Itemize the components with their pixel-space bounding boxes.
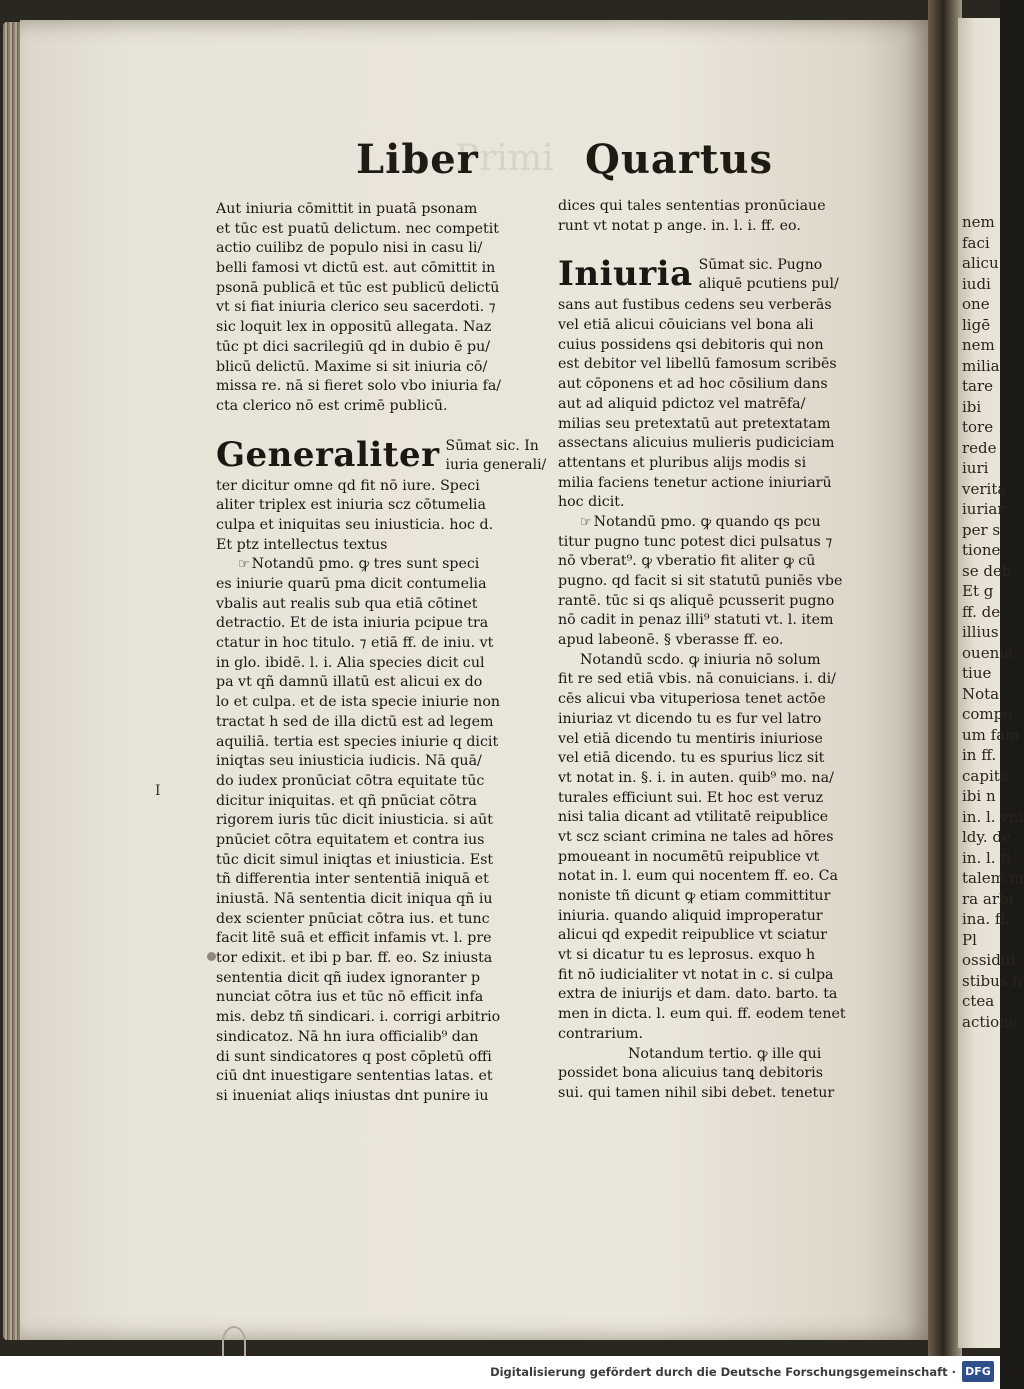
right-page-line: verita — [962, 479, 1007, 498]
right-page-line: ff. de — [962, 602, 1001, 621]
right-page-line: in ff. — [962, 746, 997, 764]
text-line: sindicatoz. Nā hn iura officialib⁹ dan — [216, 1028, 479, 1045]
text-line: in glo. ibidē. l. i. Alia species dicit cul — [216, 654, 485, 671]
text-line: nunciat cōtra ius et tūc nō efficit infa — [216, 989, 484, 1006]
text-line: turales efficiunt sui. Et hoc est veruz — [558, 789, 824, 806]
right-page-line: iuri — [962, 459, 989, 477]
text-line: fit re sed etiā vbis. nā conuicians. i. di/ — [558, 671, 836, 688]
right-page-line: ibi — [962, 397, 982, 416]
text-line: fit nō iudicialiter vt notat in c. si culpa — [558, 966, 834, 983]
text-line: rigorem iuris tūc dicit iniusticia. si aūt — [216, 812, 493, 829]
pointing-hand-icon: ☞ — [580, 514, 592, 530]
text-line: ciū dnt inuestigare sententias latas. et — [216, 1068, 493, 1085]
text-column-right — [558, 197, 878, 1104]
text-line: notat in. l. eum qui nocentem ff. eo. Ca — [558, 868, 838, 885]
right-page-line: stibus h — [962, 971, 1022, 990]
right-page-line: ouenia — [962, 643, 1013, 662]
rubric-tail-line: Sūmat sic. Pugno — [698, 257, 823, 274]
right-page-fragment — [958, 18, 1024, 1348]
text-line: es iniurie quarū pma dicit contumelia — [216, 576, 487, 592]
text-line: runt vt notat p ange. in. l. i. ff. eo. — [558, 217, 801, 234]
paper-spot — [207, 952, 216, 961]
text-line: facit litē suā et efficit infamis vt. l. pre — [216, 930, 492, 947]
text-line: dices qui tales sententias pronūciaue — [558, 198, 826, 214]
nota-paragraph-start: Notandum tertio. ꝙ ille qui — [628, 1045, 822, 1062]
text-line: titur pugno tunc potest dici pulsatus ⁊ — [558, 533, 833, 550]
text-line: tractat h sed de illa dictū est ad legem — [216, 713, 494, 730]
right-page-line: ctea — [962, 992, 995, 1010]
rubric-iniuria — [558, 254, 878, 296]
text-line: aut ad aliquid pdictoz vel matrēfa/ — [558, 395, 806, 412]
running-head-right: Quartus — [585, 136, 773, 183]
text-line: assectans alicuius mulieris pudiciciam — [558, 435, 835, 452]
text-line: men in dicta. l. eum qui. ff. eodem tenet — [558, 1006, 846, 1023]
text-line: blicū delictū. Maxime si sit iniuria cō/ — [216, 358, 488, 375]
text-line: si inueniat aliqs iniustas dnt punire iu — [216, 1087, 489, 1104]
text-line: mis. debz tñ sindicari. i. corrigi arbitrio — [216, 1009, 501, 1026]
text-line: alicui qd expedit reipublice vt sciatur — [558, 927, 828, 944]
right-page-line: ligē — [962, 315, 991, 334]
text-line: aliter triplex est iniuria scz cōtumelia — [216, 497, 486, 514]
text-line: Et ptz intellectus textus — [216, 536, 388, 553]
paper-stain — [222, 1326, 246, 1358]
text-line: tor edixit. et ibi p bar. ff. eo. Sz iniusta — [216, 950, 493, 967]
right-page-line: tiue — [962, 664, 992, 682]
text-line: est debitor vel libellū famosum scribēs — [558, 356, 837, 373]
footer-bar — [0, 1356, 1000, 1389]
text-line: attentans et pluribus alijs modis si — [558, 454, 807, 471]
text-line: do iudex pronūciat cōtra equitate tūc — [216, 772, 485, 789]
text-line: tūc pt dici sacrilegiū qd in dubio ē pu/ — [216, 338, 491, 355]
right-page-line: faci — [962, 233, 990, 252]
right-page-line: Et g — [962, 582, 994, 600]
text-line: nisi talia dicant ad vtilitatē reipublice — [558, 809, 829, 826]
nota-paragraph-start: ☞ Notandū pmo. ꝙ quando qs pcu — [580, 513, 821, 530]
marginal-mark: I — [155, 783, 161, 799]
pointing-hand-icon: ☞ — [238, 557, 250, 573]
text-line: sans aut fustibus cedens seu verberās — [558, 297, 832, 314]
show-through-text: Primi — [455, 138, 554, 179]
text-line: sententia dicit qñ iudex ignoranter p — [216, 969, 481, 986]
rubric-tail-line: iuria generali/ — [445, 456, 547, 473]
text-line: culpa et iniquitas seu iniusticia. hoc d. — [216, 516, 494, 533]
text-line: sui. qui tamen nihil sibi debet. tenetur — [558, 1084, 835, 1101]
right-page-line: ibi n — [962, 787, 996, 805]
initial-word: Generaliter — [216, 434, 440, 475]
text-line: pmoueant in nocumētū reipublice vt — [558, 848, 820, 865]
rubric-generaliter — [216, 434, 547, 477]
right-page-line: iudi — [962, 274, 991, 293]
text-line: vel etiā alicui cōuicians vel bona ali — [558, 317, 814, 334]
text-line: possidet bona alicuius tanꝗ debitoris — [558, 1065, 823, 1082]
text-line: vt si fiat iniuria clerico seu sacerdoti. ⁊ — [216, 299, 496, 316]
text-line: psonā publicā et tūc est publicū delictū — [216, 279, 500, 296]
text-line: tūc dicit simul iniqtas et iniusticia. Est — [216, 851, 494, 868]
text-line: dex scienter pnūciat cōtra ius. et tunc — [216, 910, 490, 927]
right-page-line: illius — [962, 623, 999, 641]
text-line: nō vberat⁹. ꝙ vberatio fit aliter ꝙ cū — [558, 553, 816, 570]
right-page-line: tione — [962, 541, 1001, 559]
right-page-line: tore — [962, 418, 994, 436]
text-line: contrarium. — [558, 1025, 643, 1042]
right-page-line: one — [962, 295, 990, 313]
right-page-line: nem — [962, 336, 995, 354]
right-page-line: ldy. de — [962, 828, 1011, 846]
text-line: vt scz sciant crimina ne tales ad hōres — [558, 828, 834, 845]
right-page-line: ossidui — [962, 951, 1016, 969]
text-line: belli famosi vt dictū est. aut cōmittit in — [216, 260, 496, 277]
text-line: vbalis aut realis sub qua etiā cōtinet — [216, 595, 478, 612]
right-page-line: capita — [962, 766, 1009, 785]
text-line: extra de iniurijs et dam. dato. barto. ta — [558, 986, 838, 1003]
dfg-logo: DFG — [962, 1361, 994, 1382]
right-page-line: talem m — [962, 869, 1024, 887]
text-line: ter dicitur omne qd fit nō iure. Speci — [216, 477, 480, 494]
text-line: iniqtas seu iniusticia iudicis. Nā quā/ — [216, 753, 482, 770]
text-line: hoc dicit. — [558, 494, 625, 511]
text-line: rantē. tūc si qs aliquē pcusserit pugno — [558, 592, 835, 609]
right-page-line: um fam — [962, 725, 1020, 744]
text-line: missa re. nā si fieret solo vbo iniuria fa/ — [216, 378, 502, 395]
text-line: iniuriaz vt dicendo tu es fur vel latro — [558, 710, 822, 727]
right-page-line: nem — [962, 213, 995, 231]
text-line: cēs alicui vba vituperiosa tenet actōe — [558, 691, 826, 708]
right-page-line: rede — [962, 438, 997, 457]
text-line: pa vt qñ damnū illatū est alicui ex do — [216, 674, 483, 691]
right-page-line: compo — [962, 705, 1013, 723]
right-page-line: tare — [962, 377, 994, 395]
text-line: vel etiā dicendo. tu es spurius licz sit — [558, 750, 825, 767]
text-line: vt notat in. §. i. in auten. quib⁹ mo. na/ — [558, 769, 834, 786]
right-page-line: in. l. ti — [962, 848, 1012, 867]
funding-notice: Digitalisierung gefördert durch die Deutsche Forschungsgemeinschaft · — [490, 1365, 956, 1379]
right-page-line: per s — [962, 520, 1001, 539]
initial-word: Iniuria — [558, 254, 693, 295]
text-line: iniustā. Nā sententia dicit iniqua qñ iu — [216, 891, 493, 907]
text-line: aquiliā. tertia est species iniurie q dicit — [216, 733, 499, 750]
text-line: iniuria. quando aliquid improperatur — [558, 907, 823, 924]
text-line: Aut iniuria cōmittit in puatā psonam — [216, 201, 478, 217]
right-page-line: Pl — [962, 930, 977, 949]
text-line: apud labeonē. § vberasse ff. eo. — [558, 632, 784, 649]
nota-paragraph-start: ☞ Notandū pmo. ꝙ tres sunt speci — [238, 556, 480, 573]
text-line: pnūciet cōtra equitatem et contra ius — [216, 831, 485, 848]
text-line: vt si dicatur tu es leprosus. exquo h — [558, 947, 816, 964]
text-line: detractio. Et de ista iniuria pcipue tra — [216, 615, 489, 632]
right-page-line: se deb — [962, 561, 1012, 580]
text-line: pugno. qd facit si sit statutū puniēs vbe — [558, 573, 843, 589]
text-line: cta clerico nō est crimē publicū. — [216, 397, 448, 414]
right-page-line: alicu — [962, 254, 999, 272]
running-head-left: Liber — [356, 136, 479, 183]
text-line: aut cōponens et ad hoc cōsilium dans — [558, 376, 828, 393]
text-line: actio cuilibz de populo nisi in casu li/ — [216, 240, 483, 257]
text-line: milias seu pretextatū aut pretextatam — [558, 415, 831, 432]
nota-paragraph-start: Notandū scdo. ꝙ iniuria nō solum — [580, 651, 821, 668]
text-line: di sunt sindicatores q post cōpletū offi — [216, 1048, 492, 1065]
book-gutter — [928, 0, 962, 1356]
right-page-line: ra arbi — [962, 889, 1014, 908]
text-line: nō cadit in penaz illi⁹ statuti vt. l. item — [558, 612, 834, 629]
text-line: vel etiā dicendo tu mentiris iniuriose — [558, 730, 823, 747]
right-page-line: milia — [962, 356, 1000, 375]
text-line: tñ differentia inter sententiā iniquā et — [216, 871, 489, 888]
text-line: sic loquit lex in oppositū allegata. Naz — [216, 319, 492, 336]
text-line: lo et culpa. et de ista specie iniurie non — [216, 694, 500, 711]
right-page-line: actione — [962, 1012, 1018, 1031]
text-line: milia faciens tenetur actione iniuriarū — [558, 474, 832, 491]
text-line: ctatur in hoc titulo. ⁊ etiā ff. de iniu. vt — [216, 635, 494, 652]
right-page-line: Nota — [962, 684, 1000, 703]
right-page-line: iuriar — [962, 500, 1005, 518]
text-column-left — [216, 200, 547, 1107]
right-page-line: in. l. vni — [962, 807, 1024, 826]
rubric-tail-line: Sūmat sic. In — [445, 437, 539, 454]
text-line: cuius possidens qsi debitoris qui non — [558, 336, 824, 353]
text-line: dicitur iniquitas. et qñ pnūciat cōtra — [216, 792, 477, 809]
rubric-tail-line: aliquē pcutiens pul/ — [698, 276, 839, 293]
right-page-line: ina. ff. — [962, 910, 1010, 928]
text-line: et tūc est puatū delictum. nec competit — [216, 220, 499, 237]
text-line: noniste tñ dicunt ꝙ etiam committitur — [558, 888, 831, 904]
